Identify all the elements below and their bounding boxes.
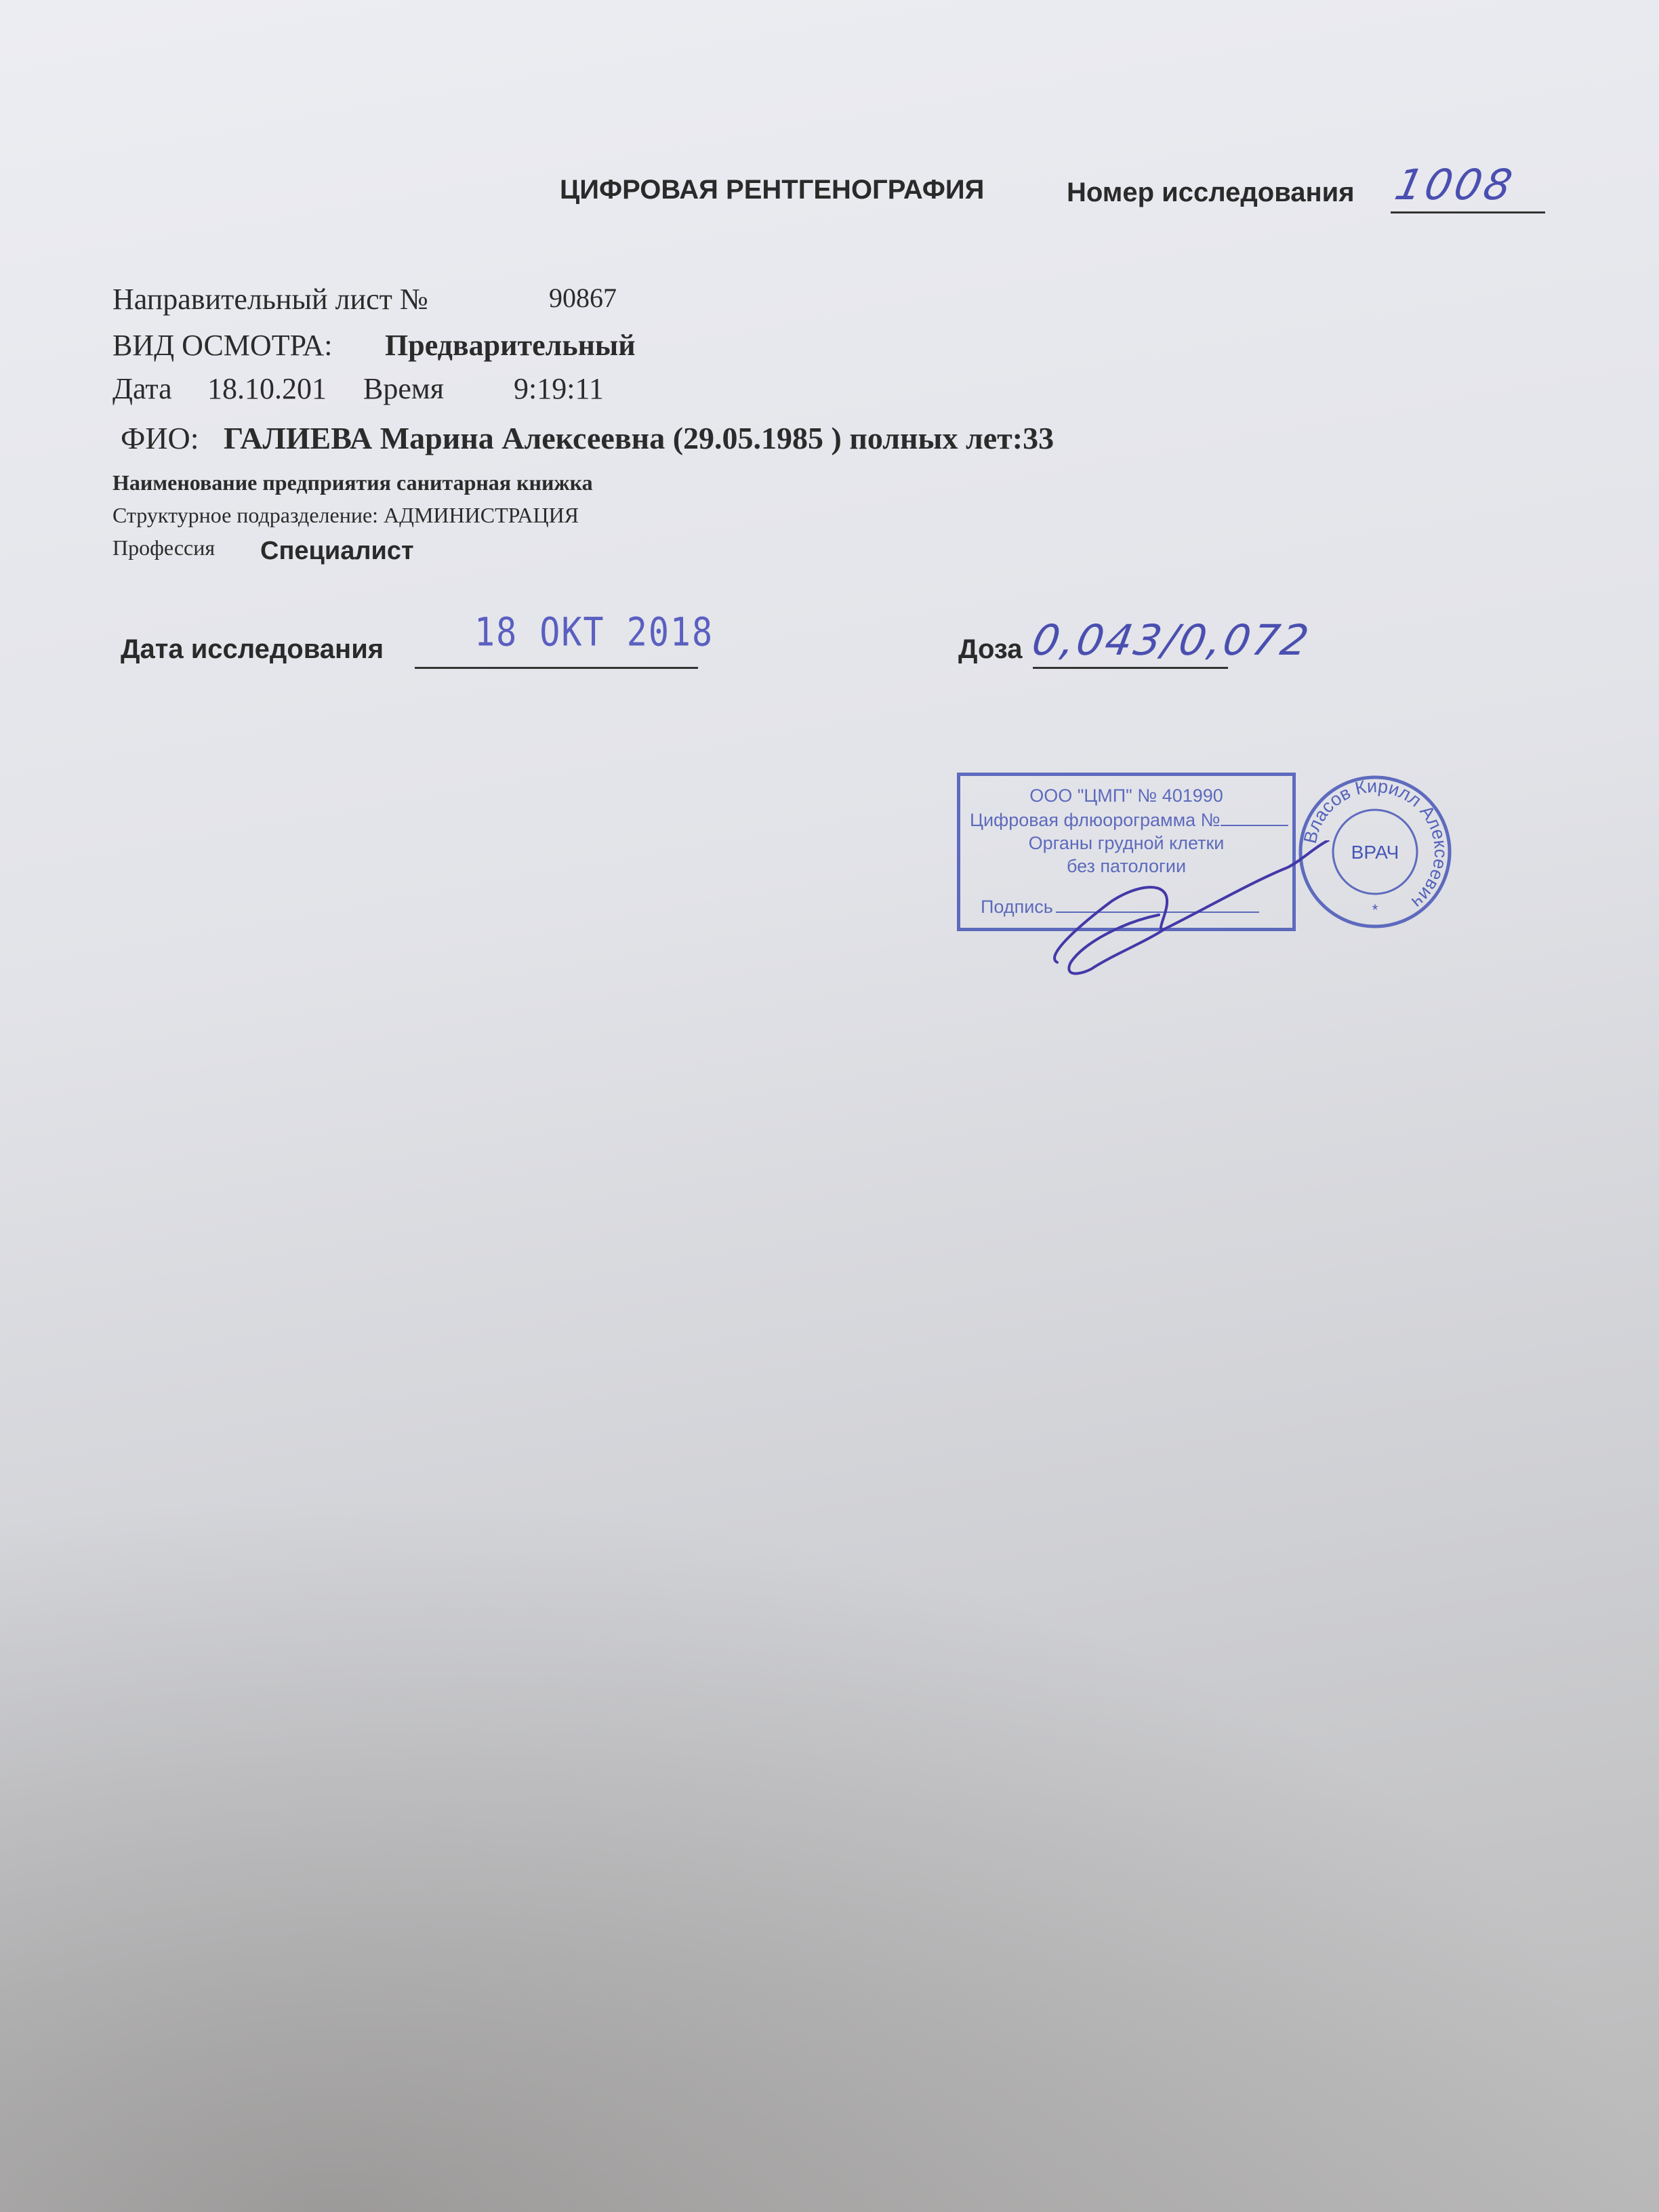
dose-label: Доза: [958, 634, 1023, 664]
date-value: 18.10.201: [207, 372, 327, 405]
study-date-stamp: 18 ОКТ 2018: [474, 609, 714, 655]
dose-handwritten: 0,043/0,072: [1028, 615, 1315, 665]
dose-underline: [1033, 667, 1228, 669]
stamp-pathology-line: без патологии: [1066, 856, 1187, 876]
time-value: 9:19:11: [514, 372, 604, 405]
department-label: Структурное подразделение: АДМИНИСТРАЦИЯ: [112, 503, 579, 527]
exam-type-value: Предварительный: [385, 329, 636, 362]
doctor-signature: [1030, 840, 1355, 976]
study-date-label: Дата исследования: [121, 634, 384, 664]
referral-label: Направительный лист №: [112, 283, 428, 316]
study-date-underline: [415, 667, 698, 669]
round-stamp-text: Власов Кирилл Алексеевич: [1299, 775, 1452, 913]
stamp-org-line: ООО "ЦМП" № 401990: [1029, 785, 1223, 806]
time-label: Время: [363, 372, 444, 405]
date-label: Дата: [112, 372, 172, 405]
referral-number: 90867: [549, 283, 617, 313]
stamp-signature-label: Подпись: [981, 897, 1053, 917]
profession-value: Специалист: [260, 537, 414, 565]
round-stamp-star: *: [1372, 901, 1378, 918]
exam-type-label: ВИД ОСМОТРА:: [112, 329, 333, 362]
patient-label: ФИО:: [121, 421, 199, 455]
stamp-fluoro-line: [970, 810, 1292, 831]
stamp-organs-line: Органы грудной клетки: [1028, 833, 1225, 853]
organization-label: Наименование предприятия санитарная книжка: [112, 470, 593, 495]
stamp-fluoro-text: Цифровая флюорограмма №: [970, 810, 1221, 830]
round-stamp-center: ВРАЧ: [1351, 842, 1399, 863]
study-number-label: Номер исследования: [1067, 178, 1355, 207]
study-number-underline: [1391, 211, 1545, 213]
document-title: ЦИФРОВАЯ РЕНТГЕНОГРАФИЯ: [560, 175, 985, 205]
study-number-handwritten: 1008: [1391, 160, 1519, 209]
photo-shadow: [0, 1491, 1659, 2212]
patient-name: ГАЛИЕВА Марина Алексеевна (29.05.1985 ) полных лет:33: [224, 421, 1054, 455]
profession-label: Профессия: [112, 535, 216, 560]
